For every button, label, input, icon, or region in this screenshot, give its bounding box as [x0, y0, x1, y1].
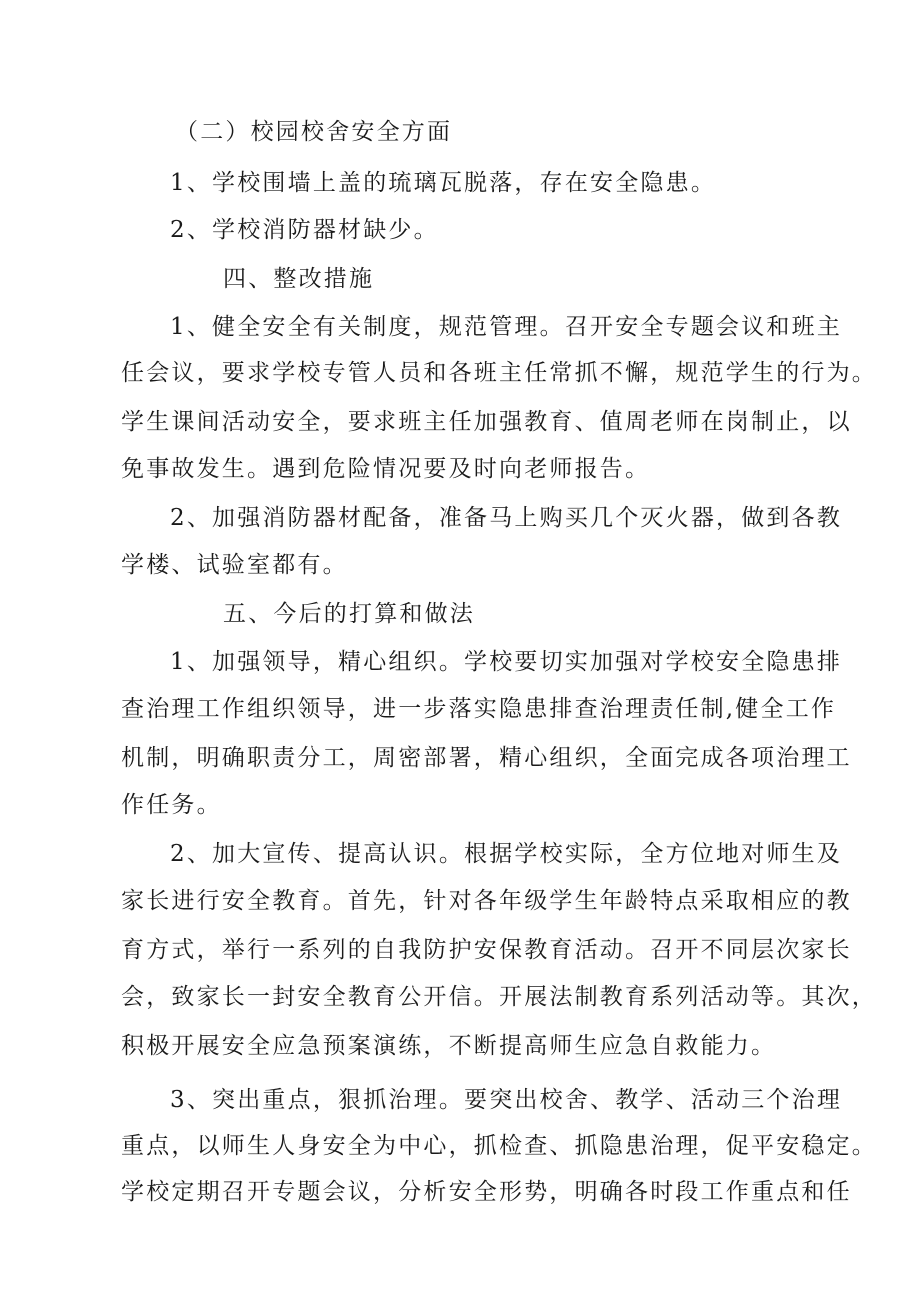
paragraph-line: 查治理工作组织领导，进一步落实隐患排查治理责任制,健全工作: [121, 696, 837, 722]
paragraph-line: 机制，明确职责分工，周密部署，精心组织，全面完成各项治理工: [121, 745, 852, 771]
paragraph-line: 2、加强消防器材配备，准备马上购买几个灭火器，做到各教: [170, 505, 843, 531]
paragraph-line: 育方式，举行一系列的自我防护安保教育活动。召开不同层次家长: [121, 937, 852, 963]
paragraph-line: 1、加强领导，精心组织。学校要切实加强对学校安全隐患排: [170, 649, 843, 675]
paragraph-line: 会，致家长一封安全教育公开信。开展法制教育系列活动等。其次，: [121, 984, 877, 1010]
paragraph-line: 积极开展安全应急预案演练，不断提高师生应急自救能力。: [121, 1033, 777, 1059]
paragraph-line: 学楼、试验室都有。: [121, 552, 348, 578]
subsection-heading: （二）校园校舍安全方面: [175, 119, 453, 145]
section-heading: 四、整改措施: [223, 266, 375, 292]
paragraph-line: 学生课间活动安全，要求班主任加强教育、值周老师在岗制止，以: [121, 409, 852, 435]
paragraph-line: 2、加大宣传、提高认识。根据学校实际，全方位地对师生及: [170, 841, 843, 867]
paragraph-line: 重点，以师生人身安全为中心，抓检查、抓隐患治理，促平安稳定。: [121, 1133, 877, 1159]
paragraph-line: 家长进行安全教育。首先，针对各年级学生年龄特点采取相应的教: [121, 888, 852, 914]
paragraph-line: 作任务。: [121, 792, 222, 818]
section-heading: 五、今后的打算和做法: [223, 601, 475, 627]
paragraph-line: 1、学校围墙上盖的琉璃瓦脱落，存在安全隐患。: [170, 170, 717, 196]
paragraph-line: 3、突出重点，狠抓治理。要突出校舍、教学、活动三个治理: [170, 1087, 843, 1113]
paragraph-line: 2、学校消防器材缺少。: [170, 217, 439, 243]
paragraph-line: 免事故发生。遇到危险情况要及时向老师报告。: [121, 456, 651, 482]
paragraph-line: 任会议，要求学校专管人员和各班主任常抓不懈，规范学生的行为。: [121, 360, 877, 386]
paragraph-line: 学校定期召开专题会议，分析安全形势，明确各时段工作重点和任: [121, 1179, 852, 1205]
paragraph-line: 1、健全安全有关制度，规范管理。召开安全专题会议和班主: [170, 314, 843, 340]
